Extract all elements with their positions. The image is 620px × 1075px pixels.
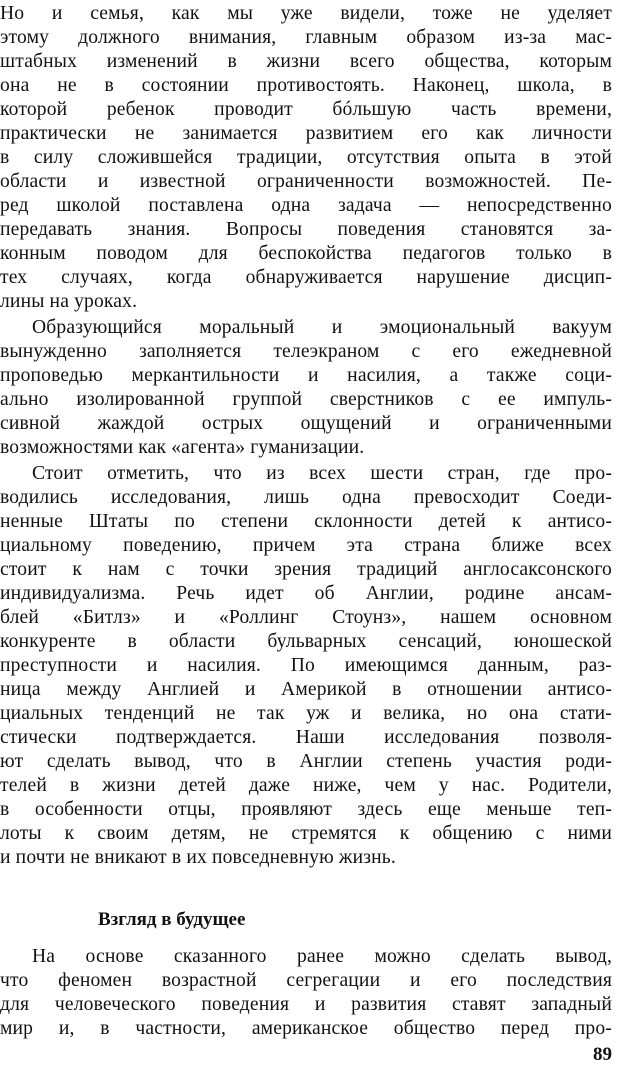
text-line: телей в жизни детей даже ниже, чем у нас. Родители, xyxy=(0,775,612,796)
text-line: конкуренте в области бульварных сенсаций, юношеской xyxy=(0,631,612,652)
text-line: ред школой поставлена одна задача — непосредственно xyxy=(0,195,612,216)
text-line: сивной жаждой острых ощущений и ограниченными xyxy=(0,413,612,434)
text-line: которой ребенок проводит бóльшую часть времени, xyxy=(0,99,612,120)
text-line: лины на уроках. xyxy=(0,291,138,312)
text-line: проповедью меркантильности и насилия, а также соци- xyxy=(0,365,612,386)
section-heading: Взгляд в будущее xyxy=(98,909,246,930)
text-line: практически не занимается развитием его как личности xyxy=(0,123,612,144)
text-line: преступности и насилия. По имеющимся данным, раз- xyxy=(0,655,612,676)
text-line: блей «Битлз» и «Роллинг Стоунз», нашем основном xyxy=(0,607,612,628)
text-line: ница между Англией и Америкой в отношении антисо- xyxy=(0,679,612,700)
text-line: циальных тенденций не так уж и велика, но она стати- xyxy=(0,703,612,724)
text-line: циальному поведению, причем эта страна ближе всех xyxy=(0,535,612,556)
text-line: ненные Штаты по степени склонности детей к антисо- xyxy=(0,511,612,532)
text-line: возможностями как «агента» гуманизации. xyxy=(0,437,365,458)
text-line: ально изолированной группой сверстников с ее импуль- xyxy=(0,389,612,410)
text-line: стоит к нам с точки зрения традиций англосаксонского xyxy=(0,559,612,580)
text-line: для человеческого поведения и развития ставят западный xyxy=(0,994,612,1015)
text-line: в особенности отцы, проявляют здесь еще меньше теп- xyxy=(0,799,612,820)
text-line: этому должного внимания, главным образом из-за мас- xyxy=(0,27,612,48)
text-line: передавать знания. Вопросы поведения становятся за- xyxy=(0,219,612,240)
text-line: стически подтверждается. Наши исследования позволя- xyxy=(0,727,612,748)
text-line: водились исследования, лишь одна превосходит Соеди- xyxy=(0,487,612,508)
text-line: она не в состоянии противостоять. Наконец, школа, в xyxy=(0,75,612,96)
text-line: Стоит отметить, что из всех шести стран, где про- xyxy=(32,463,612,484)
text-line: На основе сказанного ранее можно сделать вывод, xyxy=(32,946,612,967)
text-line: тех случаях, когда обнаруживается нарушение дисцип- xyxy=(0,267,612,288)
text-line: мир и, в частности, американское общество перед про- xyxy=(0,1018,612,1039)
text-line: конным поводом для беспокойства педагогов только в xyxy=(0,243,612,264)
text-line: области и известной ограниченности возможностей. Пе- xyxy=(0,171,612,192)
text-line: что феномен возрастной сегрегации и его последствия xyxy=(0,970,612,991)
text-line: в силу сложившейся традиции, отсутствия опыта в этой xyxy=(0,147,612,168)
page-number: 89 xyxy=(593,1044,612,1065)
text-line: вынужденно заполняется телеэкраном с его ежедневной xyxy=(0,341,612,362)
text-line: и почти не вникают в их повседневную жизнь. xyxy=(0,847,396,868)
text-line: лоты к своим детям, не стремятся к общению с ними xyxy=(0,823,612,844)
text-line: Образующийся моральный и эмоциональный вакуум xyxy=(32,317,612,338)
text-line: ют сделать вывод, что в Англии степень участия роди- xyxy=(0,751,612,772)
text-line: индивидуализма. Речь идет об Англии, родине ансам- xyxy=(0,583,612,604)
text-line: штабных изменений в жизни всего общества, которым xyxy=(0,51,612,72)
text-line: Но и семья, как мы уже видели, тоже не уделяет xyxy=(0,3,612,24)
